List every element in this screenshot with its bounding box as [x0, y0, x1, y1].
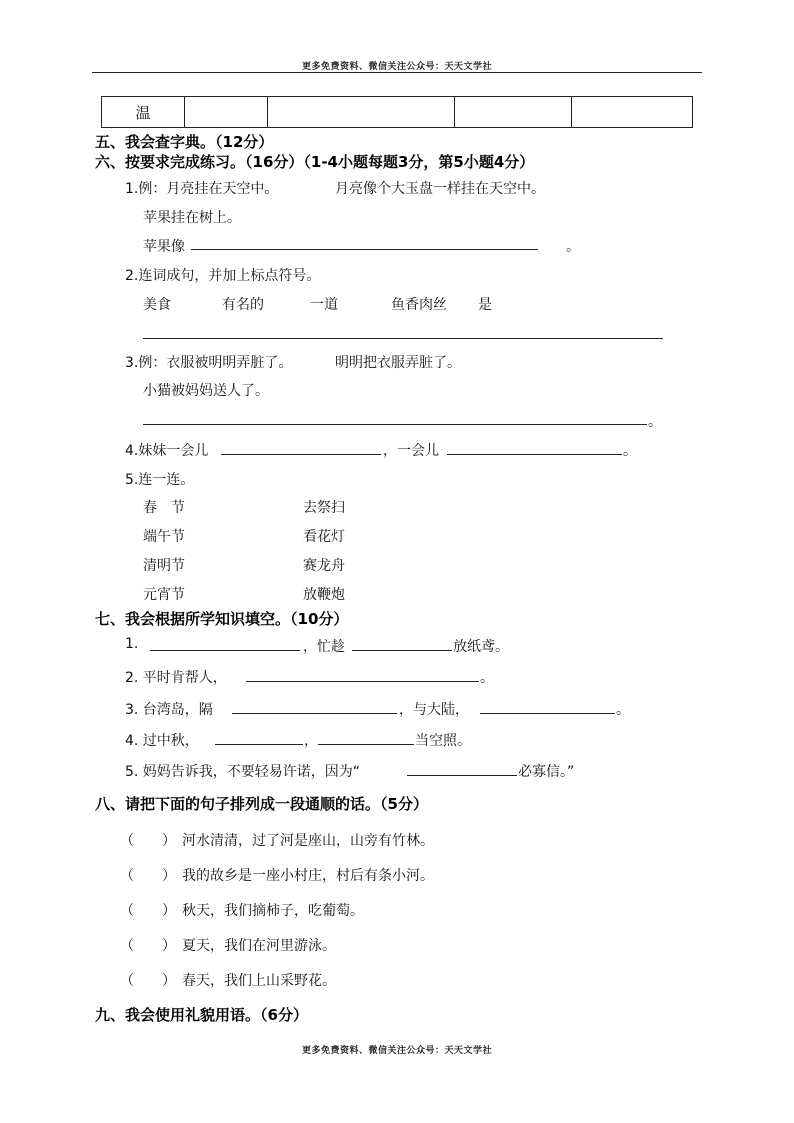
q6-3-prompt: 小猫被妈妈送人了。 [143, 383, 269, 399]
section-6-title: 六、按要求完成练习。（16分）（1-4小题每题3分，第5小题4分） [95, 153, 535, 171]
custom-item[interactable]: 去祭扫 [303, 500, 345, 516]
q7-3-answer-line-2[interactable] [480, 713, 615, 714]
q6-1-end: 。 [566, 239, 580, 255]
order-paren[interactable]: （ ） [120, 973, 176, 989]
order-paren[interactable]: （ ） [120, 903, 176, 919]
q6-1-prompt: 苹果挂在树上。 [143, 210, 241, 226]
q7-4-answer-line-2[interactable] [318, 744, 414, 745]
footer-note: 更多免费资料、微信关注公众号：天天文学社 [301, 1046, 492, 1056]
order-paren[interactable]: （ ） [120, 938, 176, 954]
festival-item[interactable]: 元宵节 [143, 587, 185, 603]
order-paren[interactable]: （ ） [120, 833, 176, 849]
q6-3-answer-line[interactable] [143, 424, 647, 425]
q6-4-mid: ，一会儿 [383, 443, 439, 459]
q7-1-mid: ，忙趁 [303, 639, 345, 655]
q7-2-end: 。 [480, 670, 494, 686]
q6-2-answer-line[interactable] [143, 338, 663, 339]
order-sentence: 春天，我们上山采野花。 [182, 973, 336, 989]
q6-2-word: 美食 [143, 297, 171, 313]
custom-item[interactable]: 看花灯 [303, 529, 345, 545]
q7-3-mid: ，与大陆， [399, 702, 469, 718]
q6-2-word: 一道 [310, 297, 338, 313]
q7-1-num: 1. [125, 636, 139, 652]
q7-3-stem: 3. 台湾岛，隔 [125, 702, 213, 718]
q7-3-answer-line-1[interactable] [232, 713, 397, 714]
q7-2-stem: 2. 平时肯帮人， [125, 670, 227, 686]
q6-3-example-a: 3.例：衣服被明明弄脏了。 [125, 355, 293, 371]
q6-2-label: 2.连词成句，并加上标点符号。 [125, 268, 321, 284]
q7-4-stem: 4. 过中秋， [125, 733, 199, 749]
order-sentence: 夏天，我们在河里游泳。 [182, 938, 336, 954]
q7-2-answer-line[interactable] [246, 681, 479, 682]
order-paren[interactable]: （ ） [120, 868, 176, 884]
table-cell-char: 温 [102, 97, 185, 128]
q6-2-word: 鱼香肉丝 [391, 297, 447, 313]
q7-5-stem: 5. 妈妈告诉我，不要轻易许诺，因为“ [125, 764, 361, 780]
q7-1-answer-line-1[interactable] [150, 650, 300, 651]
q6-3-end: 。 [648, 414, 662, 430]
q6-2-word: 是 [478, 297, 492, 313]
q7-1-answer-line-2[interactable] [352, 650, 452, 651]
custom-item[interactable]: 赛龙舟 [303, 558, 345, 574]
order-sentence: 我的故乡是一座小村庄，村后有条小河。 [182, 868, 434, 884]
q7-5-end: 必寡信。” [518, 764, 575, 780]
q6-4-answer-line-2[interactable] [447, 454, 622, 455]
q6-4-end: 。 [623, 443, 637, 459]
order-sentence: 秋天，我们摘柿子，吃葡萄。 [182, 903, 364, 919]
section-8-title: 八、请把下面的句子排列成一段通顺的话。（5分） [95, 795, 428, 813]
q6-1-answer-line[interactable] [191, 249, 538, 250]
q6-4-stem: 4.妹妹一会儿 [125, 443, 209, 459]
festival-item[interactable]: 春 节 [143, 500, 185, 516]
q6-4-answer-line-1[interactable] [221, 454, 381, 455]
q7-4-mid: ， [304, 733, 318, 749]
header-rule [92, 72, 702, 73]
header-note: 更多免费资料、微信关注公众号：天天文学社 [301, 62, 492, 72]
section-9-title: 九、我会使用礼貌用语。（6分） [95, 1006, 308, 1024]
table-cell[interactable] [455, 97, 572, 128]
order-sentence: 河水清清，过了河是座山，山旁有竹林。 [182, 833, 434, 849]
q7-5-answer-line[interactable] [407, 775, 517, 776]
q7-1-end: 放纸鸢。 [453, 639, 509, 655]
festival-item[interactable]: 清明节 [143, 558, 185, 574]
festival-item[interactable]: 端午节 [143, 529, 185, 545]
section-7-title: 七、我会根据所学知识填空。（10分） [95, 610, 349, 628]
table-cell[interactable] [185, 97, 268, 128]
q6-2-word: 有名的 [222, 297, 264, 313]
q7-4-answer-line-1[interactable] [215, 744, 303, 745]
q6-1-stem: 苹果像 [143, 239, 185, 255]
q6-1-example-b: 月亮像个大玉盘一样挂在天空中。 [335, 181, 545, 197]
q7-3-end: 。 [616, 702, 630, 718]
answer-table [101, 96, 693, 128]
q7-4-end: 当空照。 [415, 733, 471, 749]
table-cell[interactable] [572, 97, 693, 128]
table-cell[interactable] [268, 97, 455, 128]
q6-1-example-a: 1.例：月亮挂在天空中。 [125, 181, 279, 197]
custom-item[interactable]: 放鞭炮 [303, 587, 345, 603]
q6-3-example-b: 明明把衣服弄脏了。 [335, 355, 461, 371]
section-5-title: 五、我会查字典。（12分） [95, 133, 274, 151]
q6-5-label: 5.连一连。 [125, 472, 195, 488]
